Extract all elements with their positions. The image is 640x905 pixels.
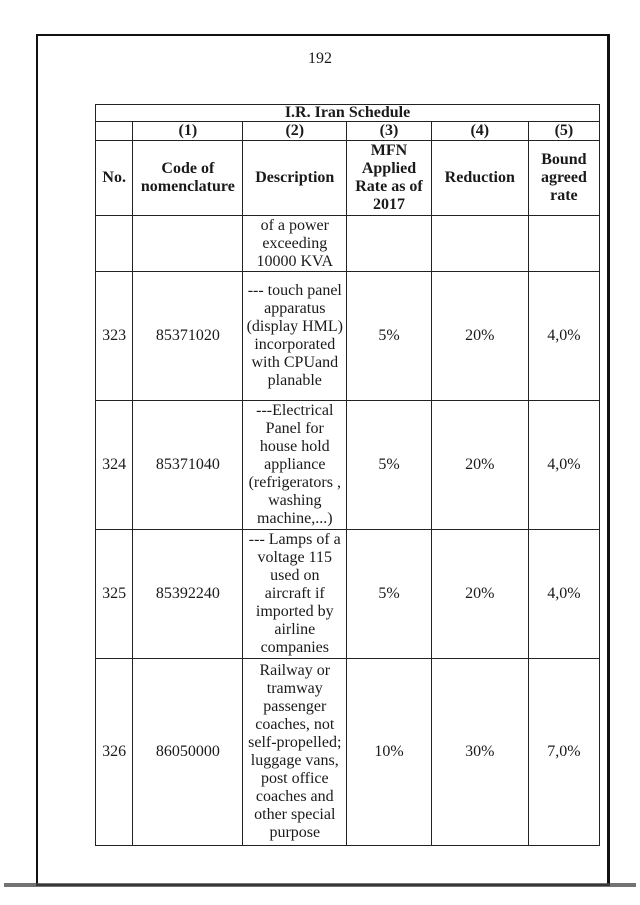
cell-description: Railway or tramway passenger coaches, not self-propelled; luggage vans, post office coaches and other special purpose [243,659,347,846]
cell-bound: 4,0% [528,530,599,659]
cell-bound: 4,0% [528,272,599,401]
cell-mfn: 5% [347,272,432,401]
column-number: (3) [347,122,432,141]
table-title-row [96,105,600,122]
header-mfn-rate: MFN Applied Rate as of 2017 [347,141,432,216]
header-no: No. [96,141,133,216]
cell-no: 326 [96,659,133,846]
cell-no: 323 [96,272,133,401]
table-row [96,530,600,659]
table-title: I.R. Iran Schedule [96,105,600,122]
table-row [96,216,600,272]
column-number: (1) [133,122,243,141]
cell-code: 85371020 [133,272,243,401]
header-bound-rate: Bound agreed rate [528,141,599,216]
cell-code: 85371040 [133,401,243,530]
cell-reduction: 20% [431,272,528,401]
cell-code: 85392240 [133,530,243,659]
page-number: 192 [308,50,332,67]
cell-description: --- touch panel apparatus (display HML) incorporated with CPUand planable [243,272,347,401]
cell-code: 86050000 [133,659,243,846]
cell-mfn: 5% [347,401,432,530]
header-reduction: Reduction [431,141,528,216]
cell-bound: 4,0% [528,401,599,530]
column-number-row [96,122,600,141]
table-row [96,659,600,846]
cell-description: of a power exceeding 10000 KVA [243,216,347,272]
header-description: Description [243,141,347,216]
cell-reduction: 20% [431,401,528,530]
cell-mfn: 10% [347,659,432,846]
schedule-table [95,104,600,846]
cell-reduction: 20% [431,530,528,659]
cell-reduction [431,216,528,272]
column-number: (2) [243,122,347,141]
cell-bound [528,216,599,272]
cell-mfn: 5% [347,530,432,659]
cell-bound: 7,0% [528,659,599,846]
cell-no [96,216,133,272]
column-number: (5) [528,122,599,141]
header-code: Code of nomenclature [133,141,243,216]
cell-no: 325 [96,530,133,659]
table-row [96,272,600,401]
column-number: (4) [431,122,528,141]
cell-mfn [347,216,432,272]
cell-code [133,216,243,272]
table-row [96,401,600,530]
cell-description: --- Lamps of a voltage 115 used on aircraft if imported by airline companies [243,530,347,659]
column-header-row [96,141,600,216]
cell-description: ---Electrical Panel for house hold appliance (refrigerators , washing machine,...) [243,401,347,530]
column-number [96,122,133,141]
cell-reduction: 30% [431,659,528,846]
page-bottom-rule [4,883,636,887]
cell-no: 324 [96,401,133,530]
